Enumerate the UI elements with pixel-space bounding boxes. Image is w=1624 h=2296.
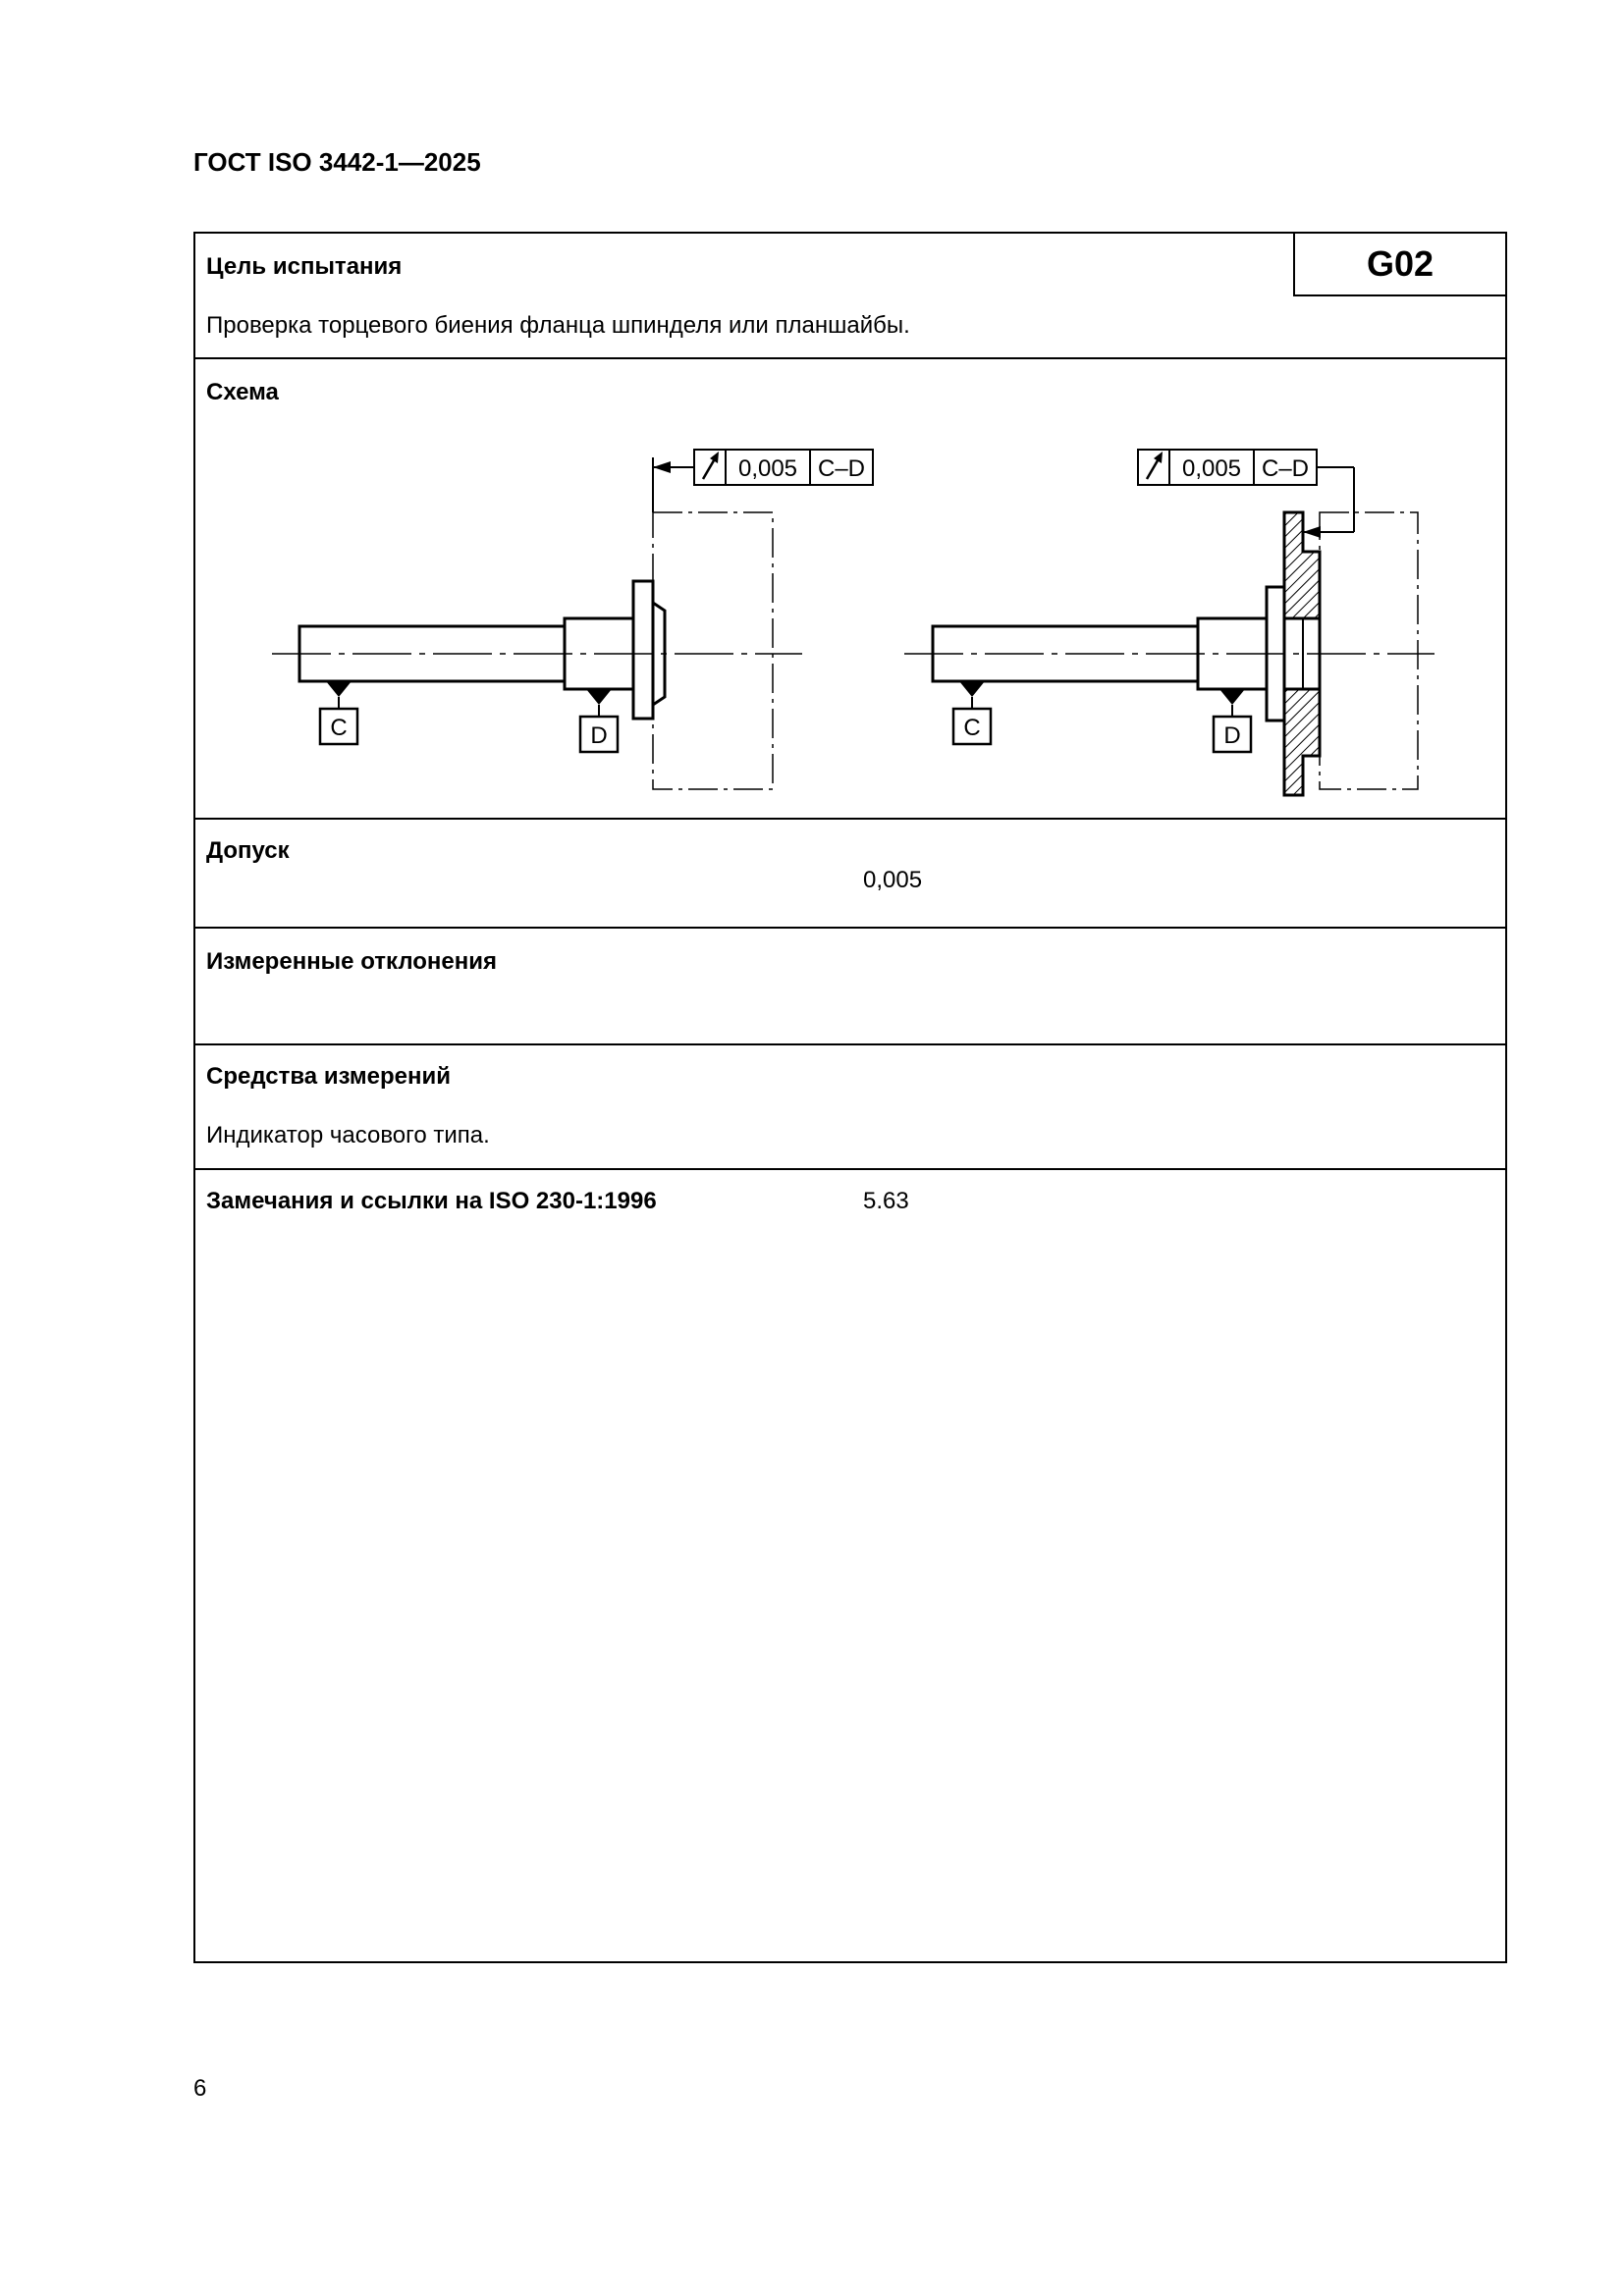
page-number: 6 — [193, 2075, 207, 2102]
document-header: ГОСТ ISO 3442-1—2025 — [193, 147, 481, 177]
deviations-section — [195, 927, 1505, 1043]
spindle-flange-view — [272, 450, 873, 789]
purpose-text: Проверка торцевого биения фланца шпинделя или планшайбы. — [206, 312, 910, 339]
remarks-label: Замечания и ссылки на ISO 230-1:1996 — [206, 1188, 657, 1214]
runout-arrow-icon — [703, 452, 719, 479]
runout-frame-right — [1138, 450, 1317, 485]
datum-d-left — [580, 689, 618, 752]
tolerance-section — [195, 818, 1505, 927]
runout-frame-left — [694, 450, 873, 485]
scheme-section — [195, 357, 1505, 818]
svg-text:D: D — [590, 722, 608, 749]
scheme-diagram — [195, 359, 1505, 818]
frame-left-datum: C–D — [817, 455, 866, 482]
remarks-value: 5.63 — [863, 1188, 909, 1214]
purpose-section — [195, 234, 1505, 357]
frame-left-value: 0,005 — [737, 455, 798, 482]
frame-right-datum: C–D — [1261, 455, 1310, 482]
test-code: G02 — [1293, 232, 1507, 296]
svg-text:D: D — [1223, 722, 1241, 749]
instruments-section — [195, 1043, 1505, 1168]
deviations-label: Измеренные отклонения — [206, 948, 498, 975]
instruments-label: Средства измерений — [206, 1063, 452, 1090]
remarks-section — [195, 1168, 1505, 1961]
datum-d-right — [1214, 689, 1251, 752]
frame-right-value: 0,005 — [1181, 455, 1242, 482]
datum-c-left — [320, 681, 357, 744]
faceplate-view — [904, 450, 1435, 795]
instruments-text: Индикатор часового типа. — [206, 1122, 490, 1148]
svg-text:C: C — [963, 715, 981, 741]
tolerance-value: 0,005 — [863, 867, 923, 893]
datum-c-right — [953, 681, 991, 744]
svg-text:C: C — [330, 715, 348, 741]
runout-arrow-icon — [1147, 452, 1163, 479]
tolerance-label: Допуск — [206, 837, 290, 864]
purpose-label: Цель испытания — [206, 253, 403, 280]
test-sheet — [193, 232, 1507, 1963]
scheme-label: Схема — [206, 379, 279, 405]
